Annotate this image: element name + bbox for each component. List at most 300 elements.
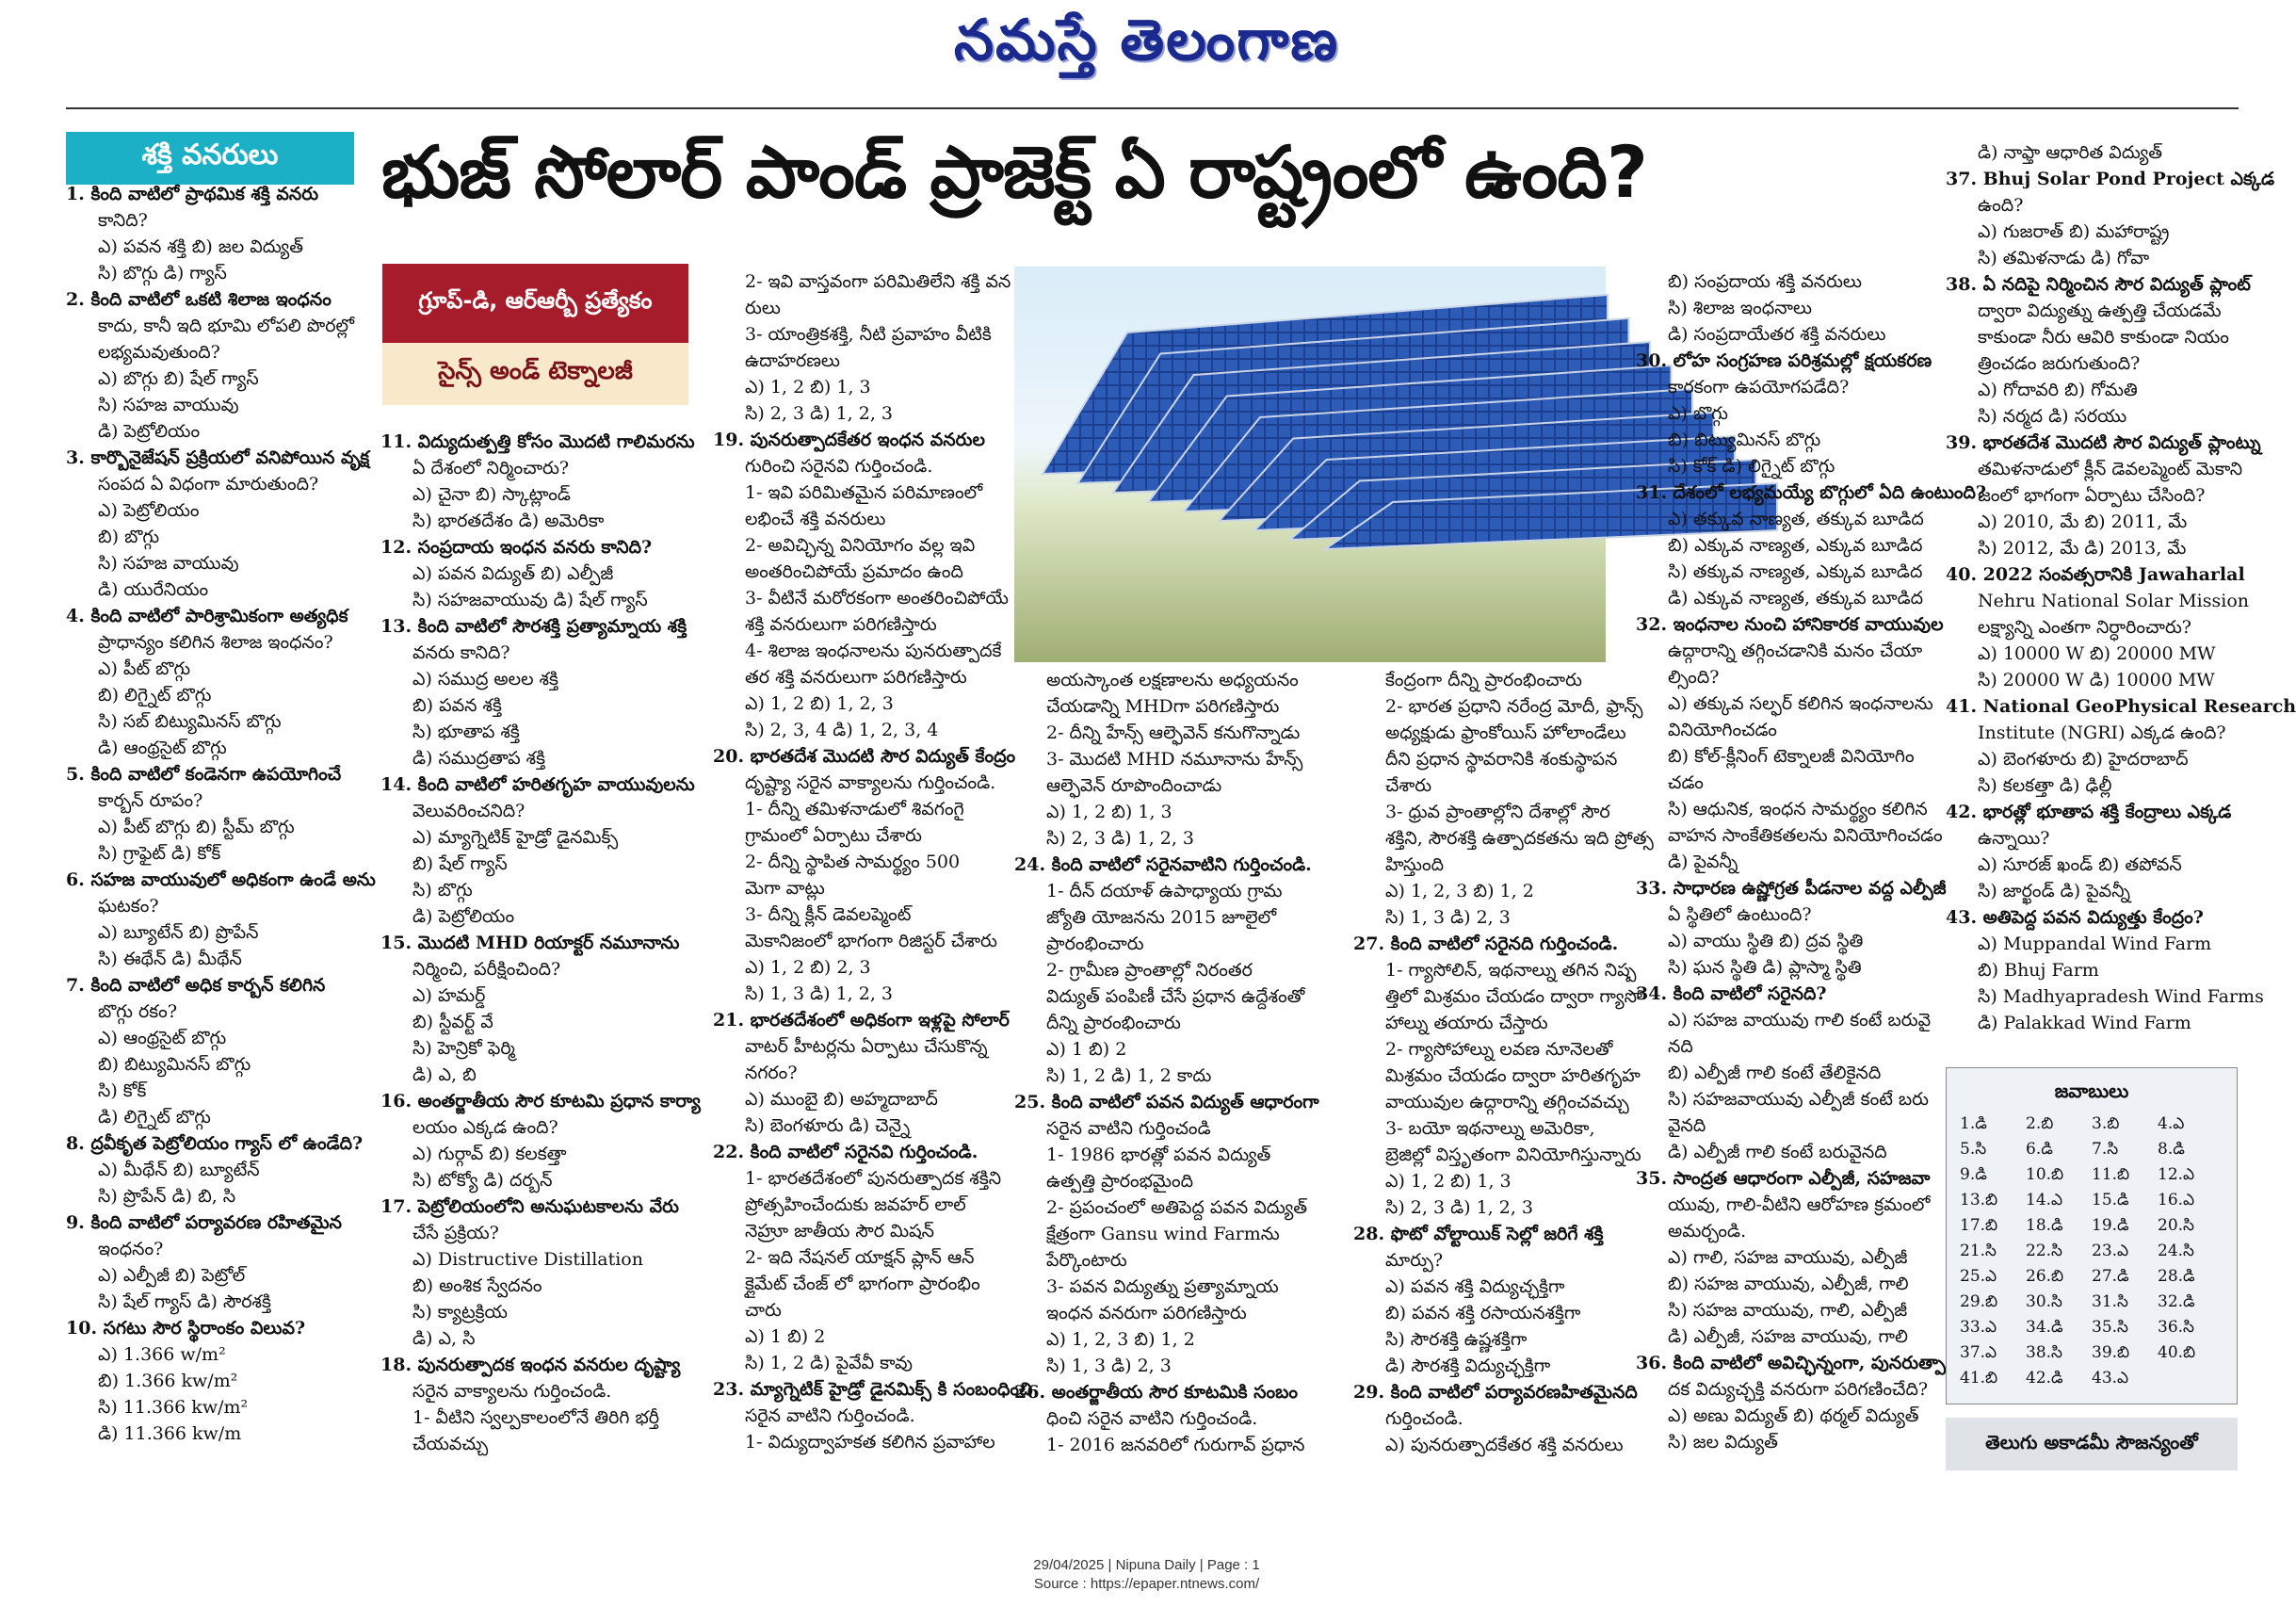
answer-item: 30.సి	[2026, 1292, 2062, 1311]
masthead-logo: నమస్తే తెలంగాణ	[953, 8, 1340, 73]
question-text-line: సరైన వాటిని గుర్తించండి.	[745, 1405, 915, 1426]
solar-panel-illustration	[1014, 267, 1606, 662]
question-text-line: కేంద్రంగా దీన్ని ప్రారంభించారు	[1385, 670, 1582, 690]
option-line: సి) సహజ వాయువు	[98, 553, 239, 574]
answer-item: 38.సి	[2026, 1343, 2062, 1362]
answer-item: 27.డి	[2092, 1267, 2129, 1286]
option-line: సి) జార్ఖండ్ డి) పైవన్నీ	[1978, 881, 2131, 901]
question-text-line: ప్రోత్సహించేందుకు జవహర్ లాల్	[745, 1194, 966, 1215]
question-text-line: 3- వీటినే మరోరకంగా అంతరించిపోయే	[745, 588, 1009, 609]
option-line: బి) బిట్యుమినస్ బొగ్గు	[1668, 430, 1821, 450]
question-text-line: 1- దీన్ని తమిళనాడులో శివగంగై	[745, 799, 964, 820]
question-text-line: శక్తిని, సౌరశక్తి ఉత్పాదకతను ఇది ప్రోత్స	[1385, 828, 1654, 849]
option-line: ఎ) సహజ వాయువు గాలి కంటే బరువై	[1668, 1010, 1932, 1031]
question-text-line: యువు, గాలి-వీటిని ఆరోహణ క్రమంలో	[1668, 1194, 1931, 1215]
question-text-line: 2- అవిచ్ఛిన్న వినియోగం వల్ల ఇవి	[745, 535, 976, 556]
option-line: ఎ) 1, 2 బి) 1, 3	[1046, 802, 1172, 822]
option-line: బి) సహజ వాయువు, ఎల్పీజీ, గాలి	[1668, 1274, 1909, 1294]
question-text-line: 3- దీన్ని క్లీన్ డెవలప్మెంట్	[745, 904, 912, 925]
option-line: ఎ) 1, 2 బి) 1, 3	[745, 377, 871, 398]
question-line: 39. భారతదేశ మొదటి సౌర విద్యుత్ ప్లాంట్ను	[1946, 432, 2261, 453]
answer-item: 25.ఎ	[1960, 1267, 1997, 1286]
answer-item: 6.డి	[2026, 1140, 2053, 1159]
option-line: బి) బొగ్గు	[98, 527, 160, 547]
option-line: సి) కోక్	[98, 1080, 147, 1101]
option-line: ఎ) సముద్ర అలల శక్తి	[412, 669, 558, 690]
question-line: 18. పునరుత్పాదక ఇంధన వనరుల దృష్ట్యా	[380, 1355, 681, 1375]
answer-item: 40.బి	[2158, 1343, 2196, 1362]
question-line: 17. పెట్రోలియంలోని అనుఘటకాలను వేరు	[380, 1196, 679, 1217]
question-text-line: గుర్తించండి.	[1385, 1408, 1463, 1429]
exam-badge: గ్రూప్-డి, ఆర్ఆర్బీ ప్రత్యేకం	[382, 264, 688, 343]
question-text-line: 2- ఇవి వాస్తవంగా పరిమితిలేని శక్తి వన	[745, 271, 1011, 292]
column-questions-23-26	[1014, 667, 1344, 1458]
question-text-line: మెగా వాట్లు	[745, 878, 825, 899]
option-line: సి) భారతదేశం డి) అమెరికా	[412, 511, 605, 531]
option-line: బి) 1.366 kw/m²	[98, 1371, 238, 1391]
question-text-line: ఉన్నాయి?	[1978, 828, 2050, 849]
option-line: ఎ) పవన శక్తి బి) జల విద్యుత్	[98, 236, 304, 257]
option-line: బి) లిగ్నైట్ బొగ్గు	[98, 685, 212, 706]
question-text-line: ప్రారంభించారు	[1046, 933, 1144, 954]
option-line: డి) పెట్రోలియం	[98, 421, 201, 442]
option-line: ఎ) మీథేన్ బి) బ్యూటేన్	[98, 1160, 260, 1180]
question-text-line: దీని ప్రధాన స్థావరానికి శంకుస్థాపన	[1385, 749, 1618, 770]
answer-item: 32.డి	[2158, 1292, 2195, 1311]
question-text-line: చేసే ప్రక్రియ?	[412, 1223, 499, 1243]
question-line: 16. అంతర్జాతీయ సౌర కూటమి ప్రధాన కార్యా	[380, 1091, 701, 1112]
answer-item: 42.డి	[2026, 1369, 2063, 1388]
column-questions-1-10	[66, 181, 376, 1447]
question-text-line: సరైన వాక్యాలను గుర్తించండి.	[412, 1381, 612, 1402]
option-line: ఎ) ఎల్పీజీ బి) పెట్రోల్	[98, 1265, 246, 1286]
question-text-line: కార్బన్ రూపం?	[98, 790, 203, 811]
answer-item: 8.డి	[2158, 1140, 2185, 1159]
question-text-line: క్షేత్రంగా Gansu wind Farmను	[1046, 1224, 1280, 1244]
option-line: ఎ) Muppandal Wind Farm	[1978, 933, 2212, 954]
question-text-line: తమిళనాడులో క్లీన్ డెవలప్మెంట్ మెకాని	[1978, 459, 2243, 479]
question-text-line: లభ్యమవుతుంది?	[98, 342, 220, 363]
option-line: సి) కోక్ డి) లిగ్నైట్ బొగ్గు	[1668, 456, 1835, 477]
answer-item: 5.సి	[1960, 1140, 1987, 1159]
option-line: బి) అంశిక స్వేదనం	[412, 1275, 542, 1296]
question-text-line: విద్యుత్ పంపిణీ చేసే ప్రధాన ఉద్దేశంతో	[1046, 986, 1305, 1007]
option-line: సి) 2, 3 డి) 1, 2, 3	[1046, 828, 1195, 849]
question-text-line: ఏ స్థితిలో ఉంటుంది?	[1668, 904, 1812, 925]
column-questions-18-23	[713, 268, 1033, 1455]
question-text-line: 2- ఇది నేషనల్ యాక్షన్ ప్లాన్ ఆన్	[745, 1247, 975, 1268]
option-line: సి) 1, 3 డి) 2, 3	[1046, 1355, 1172, 1376]
option-line: సి) 11.366 kw/m²	[98, 1397, 249, 1418]
question-text-line: పేర్కొంటారు	[1046, 1250, 1127, 1271]
option-line: ఎ) 1 బి) 2	[745, 1326, 826, 1347]
option-line: సి) 1, 3 డి) 2, 3	[1385, 907, 1511, 928]
answer-item: 39.బి	[2092, 1343, 2130, 1362]
option-line: బి) Bhuj Farm	[1978, 960, 2099, 981]
question-text-line: ఏ దేశంలో నిర్మించారు?	[412, 458, 570, 479]
option-line: బి) బిట్యుమినస్ బొగ్గు	[98, 1054, 251, 1075]
option-line: సి) ఘన స్థితి డి) ప్లాస్మా స్థితి	[1668, 957, 1862, 978]
column-questions-26-29	[1353, 667, 1654, 1458]
option-line: డి) లిగ్నైట్ బొగ్గు	[98, 1107, 211, 1128]
option-line: సి) 1, 2 డి) పైవేవీ కావు	[745, 1353, 914, 1373]
option-line: సి) హెన్రికో ఫెర్మి	[412, 1038, 515, 1059]
option-line: డి) ఎల్పీజీ, సహజ వాయువు, గాలి	[1668, 1326, 1908, 1347]
answer-item: 11.బి	[2092, 1165, 2130, 1184]
question-text-line: దక విద్యుచ్ఛక్తి వనరుగా పరిగణించేది?	[1668, 1379, 1929, 1400]
option-line: ఎ) బెంగళూరు బి) హైదరాబాద్	[1978, 749, 2189, 770]
question-line: 29. కింది వాటిలో పర్యావరణహితమైనది	[1353, 1382, 1638, 1403]
option-line: సి) Madhyapradesh Wind Farms	[1978, 986, 2264, 1007]
option-line: డి) ఎ, బి	[412, 1064, 477, 1085]
question-text-line: 2- గ్యాసోహాల్ను లవణ నూనెలతో	[1385, 1039, 1613, 1060]
option-line: ఎ) 10000 W బి) 20000 MW	[1978, 643, 2216, 664]
question-line: 38. ఏ నదిపై నిర్మించిన సౌర విద్యుత్ ప్లాంట్	[1946, 274, 2251, 295]
question-text-line: మార్పు?	[1385, 1250, 1444, 1271]
question-text-line: సరైన వాటిని గుర్తించండి	[1046, 1118, 1211, 1139]
question-text-line: 1- వీటిని స్వల్పకాలంలోనే తిరిగి భర్తీ	[412, 1407, 660, 1428]
question-text-line: లక్ష్యాన్ని ఎంతగా నిర్ధారించారు?	[1978, 617, 2191, 638]
question-line: 36. కింది వాటిలో అవిచ్ఛిన్నంగా, పునరుత్పా	[1636, 1353, 1946, 1373]
question-line: 10. సగటు సౌర స్థిరాంకం విలువ?	[66, 1318, 306, 1339]
option-line: సి) 2012, మే డి) 2013, మే	[1978, 538, 2187, 559]
option-line: బి) కోల్-క్లీనింగ్ టెక్నాలజీ వినియోగిం	[1668, 746, 1915, 767]
option-line: డి) ఎక్కువ నాణ్యత, తక్కువ బూడిద	[1668, 588, 1924, 609]
option-line: డి) ఎల్పీజీ గాలి కంటే బరువైనది	[1668, 1142, 1887, 1162]
answer-item: 23.ఎ	[2092, 1242, 2129, 1260]
question-line: 19. పునరుత్పాదకేతర ఇంధన వనరుల	[713, 430, 985, 450]
question-text-line: నిర్మించి, పరీక్షించింది?	[412, 959, 561, 980]
question-line: 25. కింది వాటిలో పవన విద్యుత్ ఆధారంగా	[1014, 1092, 1319, 1112]
option-line: ఎ) అణు విద్యుత్ బి) థర్మల్ విద్యుత్	[1668, 1405, 1919, 1426]
option-line: సి) 2, 3, 4 డి) 1, 2, 3, 4	[745, 720, 939, 740]
option-line: ఎ) 1, 2 బి) 1, 3	[1385, 1171, 1512, 1192]
option-line: డి) సముద్రతాప శక్తి	[412, 748, 546, 769]
answer-item: 29.బి	[1960, 1292, 1998, 1311]
question-text-line: Institute (NGRI) ఎక్కడ ఉంది?	[1978, 722, 2226, 743]
option-line: సి) సహజవాయువు ఎల్పీజీ కంటే బరు	[1668, 1089, 1929, 1110]
answer-item: 24.సి	[2158, 1242, 2194, 1260]
header-rule	[66, 107, 2239, 109]
question-text-line: 1- దీన్ దయాళ్ ఉపాధ్యాయ గ్రామ	[1046, 881, 1283, 901]
option-line: ఎ) పవన శక్తి విద్యుచ్ఛక్తిగా	[1385, 1276, 1565, 1297]
option-line: ఎ) సూరజ్ ఖండ్ బి) తపోవన్	[1978, 854, 2182, 875]
option-line: సి) 2, 3 డి) 1, 2, 3	[1385, 1197, 1534, 1218]
question-text-line: మిశ్రమం చేయడం ద్వారా హరితగృహ	[1385, 1065, 1641, 1086]
answer-item: 41.బి	[1960, 1369, 1998, 1388]
question-line: 26. అంతర్జాతీయ సౌర కూటమికి సంబం	[1014, 1382, 1298, 1403]
question-line: 37. Bhuj Solar Pond Project ఎక్కడ	[1946, 169, 2275, 189]
question-line: 31. దేశంలో లభ్యమయ్యే బొగ్గులో ఏది ఉంటుంది?	[1636, 482, 1987, 503]
question-line: 4. కింది వాటిలో పారిశ్రామికంగా అత్యధిక	[66, 606, 348, 626]
question-text-line: చేయవచ్చు	[412, 1434, 489, 1454]
question-text-line: కాదు, కానీ ఇది భూమి లోపలి పొరల్లో	[98, 316, 355, 336]
option-line: ఎ) తక్కువ సల్ఫర్ కలిగిన ఇంధనాలను	[1668, 693, 1933, 714]
answer-item: 2.బి	[2026, 1114, 2054, 1133]
question-text-line: హాల్ను తయారు చేస్తారు	[1385, 1013, 1548, 1033]
question-text-line: బొగ్గు రకం?	[98, 1001, 177, 1022]
question-text-line: గ్రామంలో ఏర్పాటు చేశారు	[745, 825, 922, 846]
option-line: ఎ) తక్కువ నాణ్యత, తక్కువ బూడిద	[1668, 509, 1924, 529]
question-text-line: దీన్ని ప్రారంభించారు	[1046, 1013, 1181, 1033]
option-line: సి) తమిళనాడు డి) గోవా	[1978, 248, 2150, 268]
option-line: సి) భూతాప శక్తి	[412, 722, 520, 742]
question-text-line: క్లైమేట్ చేంజ్ లో భాగంగా ప్రారంభిం	[745, 1274, 980, 1294]
answer-item: 20.సి	[2158, 1216, 2194, 1235]
question-text-line: 2- దీన్ని హేన్స్ ఆల్ఫెవెన్ కనుగొన్నాడు	[1046, 722, 1301, 743]
question-text-line: ఉద్గారాన్ని తగ్గించడానికి మనం చేయా	[1668, 641, 1923, 661]
answer-item: 10.బి	[2026, 1165, 2064, 1184]
option-line: బి) పవన శక్తి రసాయనశక్తిగా	[1385, 1303, 1581, 1323]
option-line: సి) గ్రాఫైట్ డి) కోక్	[98, 843, 221, 864]
question-line: 15. మొదటి MHD రియాక్టర్ నమూనాను	[380, 933, 680, 953]
option-line: డి) పెట్రోలియం	[412, 906, 515, 927]
question-text-line: కాకుండా నీరు ఆవిరి కాకుండా నియం	[1978, 327, 2229, 348]
question-text-line: బ్రెజిల్లో విస్తృతంగా వినియోగిస్తున్నారు	[1385, 1144, 1641, 1165]
question-line: 14. కింది వాటిలో హరితగృహ వాయువులను	[380, 774, 695, 795]
question-text-line: వైనది	[1668, 1115, 1706, 1136]
option-line: సి) కలకత్తా డి) ఢిల్లీ	[1978, 775, 2112, 796]
option-line: ఎ) 1.366 w/m²	[98, 1344, 226, 1365]
answer-item: 3.బి	[2092, 1114, 2120, 1133]
option-line: ఎ) మ్యాగ్నెటిక్ హైడ్రో డైనమిక్స్	[412, 827, 619, 848]
question-text-line: 2- ప్రపంచంలో అతిపెద్ద పవన విద్యుత్	[1046, 1197, 1308, 1218]
option-line: సి) ఆధునిక, ఇంధన సామర్థ్యం కలిగిన	[1668, 799, 1928, 820]
question-text-line: వెలువరించనిది?	[412, 801, 525, 821]
option-line: బి) పవన శక్తి	[412, 695, 502, 716]
question-text-line: ఘటకం?	[98, 896, 159, 917]
column-questions-36-43	[1946, 139, 2296, 1036]
option-line: డి) నాఫ్తా ఆధారిత విద్యుత్	[1978, 142, 2163, 163]
answer-key	[1946, 1067, 2238, 1404]
question-line: 5. కింది వాటిలో కండెనగా ఉపయోగించే	[66, 764, 342, 785]
option-line: ఎ) ముంబై బి) అహ్మదాబాద్	[745, 1089, 938, 1110]
question-line: 13. కింది వాటిలో సౌరశక్తి ప్రత్యామ్నాయ శక్తి	[380, 616, 687, 637]
answer-item: 7.సి	[2092, 1140, 2119, 1159]
question-line: 27. కింది వాటిలో సరైనది గుర్తించండి.	[1353, 933, 1619, 954]
question-text-line: హిస్తుంది	[1385, 854, 1444, 875]
question-text-line: 1- విద్యుద్వాహకత కలిగిన ప్రవాహాల	[745, 1432, 995, 1453]
question-line: 32. ఇంధనాల నుంచి హానికారక వాయువుల	[1636, 614, 1944, 635]
option-line: సి) 1, 2 డి) 1, 2 కాదు	[1046, 1065, 1212, 1086]
footer-date-line: 29/04/2025 | Nipuna Daily | Page : 1	[1033, 1557, 1260, 1573]
question-text-line: వనరు కానిది?	[412, 642, 510, 663]
question-text-line: 2- గ్రామీణ ప్రాంతాల్లో నిరంతర	[1046, 960, 1253, 981]
question-line: 20. భారతదేశ మొదటి సౌర విద్యుత్ కేంద్రం	[713, 746, 1016, 767]
question-line: 21. భారతదేశంలో అధికంగా ఇళ్లపై సోలార్	[713, 1010, 1010, 1031]
section-tag: శక్తి వనరులు	[66, 132, 354, 185]
option-line: డి) 11.366 kw/m	[98, 1423, 242, 1444]
question-text-line: చేశారు	[1385, 775, 1432, 796]
question-text-line: 2- దీన్ని స్థాపిత సామర్థ్యం 500	[745, 852, 961, 872]
question-line: 7. కింది వాటిలో అధిక కార్బన్ కలిగిన	[66, 975, 326, 996]
option-line: డి) యురేనియం	[98, 579, 209, 600]
question-text-line: కానిది?	[98, 210, 148, 231]
question-text-line: త్రించడం జరుగుతుంది?	[1978, 353, 2141, 374]
option-line: బి) స్టీవర్ట్ వే	[412, 1012, 493, 1032]
option-line: సి) ఈథేన్ డి) మీథేన్	[98, 949, 242, 969]
option-line: డి) సంప్రదాయేతర శక్తి వనరులు	[1668, 324, 1886, 345]
question-line: 8. ద్రవీకృత పెట్రోలియం గ్యాస్ లో ఉండేది?	[66, 1133, 364, 1154]
question-text-line: ఆల్ఫెవెన్ రూపొందించాడు	[1046, 775, 1222, 796]
answer-item: 22.సి	[2026, 1242, 2062, 1260]
answer-item: 1.డి	[1960, 1114, 1987, 1133]
question-line: 30. లోహ సంగ్రహణ పరిశ్రమల్లో క్షయకరణ	[1636, 350, 1932, 371]
question-line: 41. National GeoPhysical Research	[1946, 696, 2296, 717]
question-text-line: లయం ఎక్కడ ఉంది?	[412, 1117, 558, 1138]
option-line: సి) సహజ వాయువు	[98, 395, 239, 415]
answer-item: 31.సి	[2092, 1292, 2128, 1311]
question-text-line: నది	[1668, 1036, 1693, 1057]
question-text-line: కారకంగా ఉపయోగపడేది?	[1668, 377, 1850, 398]
question-line: 43. అతిపెద్ద పవన విద్యుత్తు కేంద్రం?	[1946, 907, 2204, 928]
option-line: సి) టోక్యో డి) దర్బన్	[412, 1170, 553, 1191]
option-line: సి) శిలాజ ఇంధనాలు	[1668, 298, 1812, 318]
question-text-line: జ్యోతి యోజనను 2015 జూలైలో	[1046, 907, 1277, 928]
question-text-line: ద్వారా విద్యుత్ను ఉత్పత్తి చేయడమే	[1978, 300, 2222, 321]
option-line: సి) బొగ్గు	[412, 880, 473, 901]
question-text-line: జంలో భాగంగా ఏర్పాటు చేసింది?	[1978, 485, 2206, 506]
question-text-line: ప్రాధాన్యం కలిగిన శిలాజ ఇంధనం?	[98, 632, 333, 653]
question-text-line: అమర్చండి.	[1668, 1221, 1747, 1242]
option-line: డి) ఎ, సి	[412, 1328, 476, 1349]
option-line: సి) సహజ వాయువు, గాలి, ఎల్పీజీ	[1668, 1300, 1908, 1321]
answer-item: 19.డి	[2092, 1216, 2129, 1235]
solar-panel-photo	[1014, 267, 1606, 662]
option-line: ఎ) 1, 2, 3 బి) 1, 2	[1046, 1329, 1195, 1350]
option-line: ఎ) గోదావరి బి) గోమతి	[1978, 380, 2138, 400]
column-questions-11-18	[380, 429, 701, 1457]
answer-item: 28.డి	[2158, 1267, 2195, 1286]
question-text-line: గురించి సరైనవి గుర్తించండి.	[745, 456, 933, 477]
question-text-line: సంపద ఏ విధంగా మారుతుంది?	[98, 474, 319, 495]
question-text-line: ధించి సరైన వాటిని గుర్తించండి.	[1046, 1408, 1258, 1429]
question-text-line: త్తిలో మిశ్రమం చేయడం ద్వారా గ్యాసో	[1385, 986, 1642, 1007]
option-line: బి) ఎక్కువ నాణ్యత, ఎక్కువ బూడిద	[1668, 535, 1923, 556]
question-text-line: 1- 1986 భారత్లో పవన విద్యుత్	[1046, 1144, 1271, 1165]
question-line: 23. మ్యాగ్నెటిక్ హైడ్రో డైనమిక్స్ కి సంబంధించి	[713, 1379, 1033, 1400]
option-line: సి) క్యాట్రక్రియ	[412, 1302, 508, 1323]
option-line: ఎ) 1, 2 బి) 1, 2, 3	[745, 693, 894, 714]
question-text-line: 3- పవన విద్యుత్ను ప్రత్యామ్నాయ	[1046, 1276, 1279, 1297]
question-line: 12. సంప్రదాయ ఇంధన వనరు కానిది?	[380, 537, 653, 558]
option-line: ఎ) పవన విద్యుత్ బి) ఎల్పీజీ	[412, 563, 614, 584]
option-line: ఎ) 1, 2 బి) 2, 3	[745, 957, 871, 978]
answer-item: 13.బి	[1960, 1191, 1998, 1209]
question-line: 22. కింది వాటిలో సరైనవి గుర్తించండి.	[713, 1142, 978, 1162]
footer-source-line: Source : https://epaper.ntnews.com/	[1033, 1576, 1260, 1592]
answer-item: 18.డి	[2026, 1216, 2063, 1235]
answer-item: 16.ఎ	[2158, 1191, 2195, 1209]
question-text-line: ఇంధనం?	[98, 1239, 164, 1259]
question-text-line: వాయువుల ఉద్గారాన్ని తగ్గించవచ్చు	[1385, 1092, 1629, 1112]
option-line: ఎ) గుజరాత్ బి) మహారాష్ట్ర	[1978, 221, 2170, 242]
question-line: 11. విద్యుదుత్పత్తి కోసం మొదటి గాలిమరను	[380, 431, 695, 452]
answer-item: 36.సి	[2158, 1318, 2194, 1337]
question-text-line: 3- యాంత్రికశక్తి, నీటి ప్రవాహం వీటికి	[745, 324, 992, 345]
question-text-line: 3- మొదటి MHD నమూనాను హేన్స్	[1046, 749, 1303, 770]
option-line: ఎ) పీట్ బొగ్గు	[98, 658, 191, 679]
answer-item: 34.డి	[2026, 1318, 2063, 1337]
answer-grid	[1960, 1114, 2223, 1391]
question-line: 33. సాధారణ ఉష్ణోగ్రత పీడనాల వద్ద ఎల్పీజీ	[1636, 878, 1947, 899]
credit-note: తెలుగు అకాడమీ సౌజన్యంతో	[1946, 1418, 2238, 1470]
option-line: ఎ) బ్యూటేన్ బి) ప్రొపేన్	[98, 922, 259, 943]
answer-item: 12.ఎ	[2158, 1165, 2195, 1184]
option-line: ఎ) పెట్రోలియం	[98, 500, 200, 521]
question-text-line: దృష్ట్యా సరైన వాక్యాలను గుర్తించండి.	[745, 772, 996, 793]
question-text-line: వాటర్ హీటర్లను ఏర్పాటు చేసుకొన్న	[745, 1036, 988, 1057]
option-line: డి) ఆంథ్రసైట్ బొగ్గు	[98, 738, 227, 758]
page-footer	[0, 1556, 2293, 1594]
question-text-line: 1- ఇవి పరిమితమైన పరిమాణంలో	[745, 482, 983, 503]
subject-badge: సైన్స్ అండ్ టెక్నాలజీ	[382, 343, 688, 405]
option-line: సి) జల విద్యుత్	[1668, 1432, 1778, 1453]
question-text-line: అధ్యక్షుడు ఫ్రాంకోయిస్ హోలాండేలు	[1385, 722, 1626, 743]
answer-item: 9.డి	[1960, 1165, 1987, 1184]
option-line: సి) సబ్ బిట్యుమినస్ బొగ్గు	[98, 711, 282, 732]
question-text-line: చారు	[745, 1300, 782, 1321]
question-text-line: ఉత్పత్తి ప్రారంభమైంది	[1046, 1171, 1194, 1192]
question-line: 40. 2022 సంవత్సరానికి Jawaharlal	[1946, 564, 2245, 585]
question-text-line: 2- భారత ప్రధాని నరేంద్ర మోదీ, ఫ్రాన్స్	[1385, 696, 1643, 717]
question-text-line: రులు	[745, 298, 781, 318]
option-line: బి) ఎల్పీజీ గాలి కంటే తేలికైనది	[1668, 1063, 1882, 1083]
option-line: సి) 2, 3 డి) 1, 2, 3	[745, 403, 894, 424]
question-line: 34. కింది వాటిలో సరైనది?	[1636, 983, 1827, 1004]
option-line: సి) 20000 W డి) 10000 MW	[1978, 670, 2215, 690]
answer-item: 15.డి	[2092, 1191, 2129, 1209]
question-text-line: 3- ధ్రువ ప్రాంతాల్లోని దేశాల్లో సౌర	[1385, 802, 1610, 822]
question-line: 42. భారత్లో భూతాప శక్తి కేంద్రాలు ఎక్కడ	[1946, 802, 2232, 822]
question-text-line: ల్సింది?	[1668, 667, 1720, 688]
answer-item: 26.బి	[2026, 1267, 2064, 1286]
option-line: ఎ) పునరుత్పాదకేతర శక్తి వనరులు	[1385, 1435, 1624, 1455]
question-text-line: అయస్కాంత లక్షణాలను అధ్యయనం	[1046, 670, 1299, 690]
question-line: 28. ఫొటో వోల్టాయిక్ సెల్లో జరిగే శక్తి	[1353, 1224, 1604, 1244]
option-line: ఎ) బొగ్గు	[1668, 403, 1728, 424]
option-line: ఎ) 1 బి) 2	[1046, 1039, 1127, 1060]
option-line: సి) సౌరశక్తి ఉష్ణశక్తిగా	[1385, 1329, 1528, 1350]
question-text-line: 1- భారతదేశంలో పునరుత్పాదక శక్తిని	[745, 1168, 1002, 1189]
option-line: సి) బొగ్గు డి) గ్యాస్	[98, 263, 227, 284]
question-text-line: 4- శిలాజ ఇంధనాలను పునరుత్పాదకే	[745, 641, 1002, 661]
question-text-line: శక్తి వనరులుగా పరిగణిస్తారు	[745, 614, 937, 635]
question-text-line: లభించే శక్తి వనరులు	[745, 509, 886, 529]
option-line: సి) నర్మద డి) సరయు	[1978, 406, 2127, 427]
option-line: సి) సహజవాయువు డి) షేల్ గ్యాస్	[412, 590, 648, 610]
question-text-line: అంతరించిపోయే ప్రమాదం ఉంది	[745, 561, 963, 582]
option-line: సి) బెంగళూరు డి) చెన్నై	[745, 1115, 911, 1136]
question-line: 35. సాంద్రత ఆధారంగా ఎల్పీజీ, సహజవా	[1636, 1168, 1931, 1189]
answer-key-title: జవాబులు	[2054, 1079, 2129, 1102]
answer-item: 33.ఎ	[1960, 1318, 1997, 1337]
option-line: ఎ) Distructive Distillation	[412, 1249, 643, 1270]
option-line: ఎ) చైనా బి) స్కాట్లాండ్	[412, 484, 571, 505]
option-line: ఎ) హమర్డ్	[412, 985, 486, 1006]
question-text-line: చడం	[1668, 772, 1704, 793]
option-line: ఎ) ఆంథ్రసైట్ బొగ్గు	[98, 1028, 227, 1048]
question-text-line: వాహన సాంకేతికతలను వినియోగించడం	[1668, 825, 1943, 846]
question-text-line: Nehru National Solar Mission	[1978, 591, 2250, 611]
question-text-line: నగరం?	[745, 1063, 798, 1083]
option-line: ఎ) 2010, మే బి) 2011, మే	[1978, 511, 2188, 532]
option-line: బి) సంప్రదాయ శక్తి వనరులు	[1668, 271, 1862, 292]
question-text-line: 3- బయో ఇథనాల్ను అమెరికా,	[1385, 1118, 1595, 1139]
answer-item: 17.బి	[1960, 1216, 1998, 1235]
question-line: 24. కింది వాటిలో సరైనవాటిని గుర్తించండి.	[1014, 854, 1312, 875]
question-text-line: నెహ్రూ జాతీయ సౌర మిషన్	[745, 1221, 934, 1242]
